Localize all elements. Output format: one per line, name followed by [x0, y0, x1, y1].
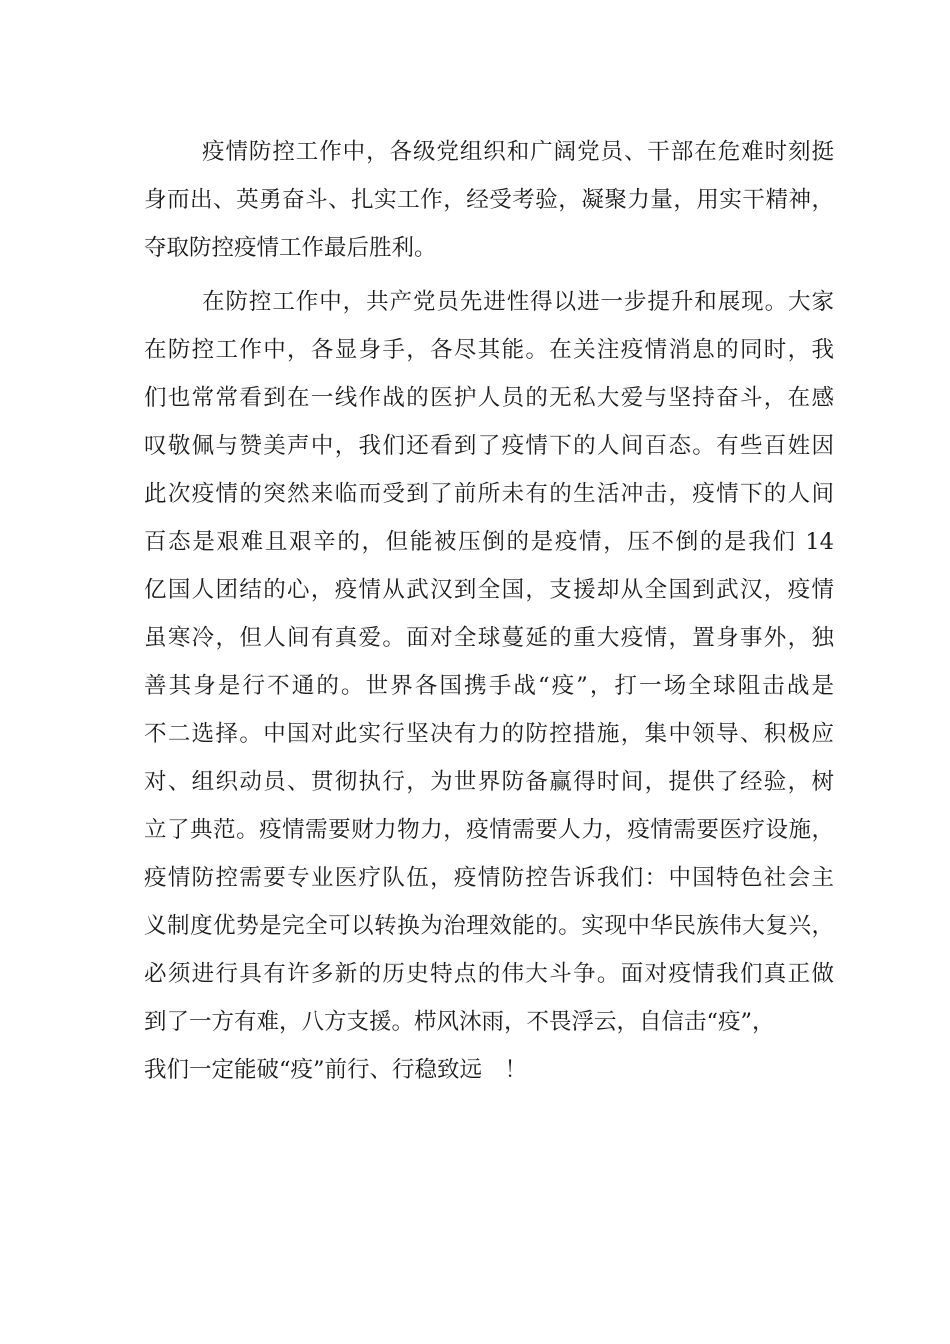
paragraph-2 — [144, 278, 834, 1094]
paragraph-line: 立了典范。疫情需要财力物力，疫情需要人力，疫情需要医疗设施， — [144, 817, 834, 843]
paragraph-line: 百态是艰难且艰辛的，但能被压倒的是疫情，压不倒的是我们 14 — [144, 529, 834, 555]
paragraph-line: 到了一方有难，八方支援。栉风沐雨，不畏浮云，自信击“疫”， — [144, 1009, 775, 1035]
paragraph-line: 疫情防控工作中，各级党组织和广阔党员、干部在危难时刻挺 — [202, 139, 834, 165]
document-body — [144, 128, 834, 1094]
paragraph-line: 虽寒冷，但人间有真爱。面对全球蔓延的重大疫情，置身事外，独 — [144, 625, 834, 651]
paragraph-line: 义制度优势是完全可以转换为治理效能的。实现中华民族伟大复兴， — [144, 913, 834, 939]
paragraph-line: 亿国人团结的心，疫情从武汉到全国，支援却从全国到武汉，疫情 — [144, 577, 834, 603]
paragraph-line: 此次疫情的突然来临而受到了前所未有的生活冲击，疫情下的人间 — [144, 481, 834, 507]
paragraph-line: 不二选择。中国对此实行坚决有力的防控措施，集中领导、积极应 — [144, 721, 834, 747]
paragraph-line: 在防控工作中，各显身手，各尽其能。在关注疫情消息的同时，我 — [144, 337, 834, 363]
paragraph-line: 夺取防控疫情工作最后胜利。 — [144, 235, 437, 261]
paragraph-line: 叹敬佩与赞美声中，我们还看到了疫情下的人间百态。有些百姓因 — [144, 433, 834, 459]
paragraph-line: 善其身是行不通的。世界各国携手战“疫”，打一场全球阻击战是 — [144, 673, 834, 699]
paragraph-1 — [144, 128, 834, 272]
paragraph-line: 我们一定能破“疫”前行、行稳致远 ！ — [144, 1057, 528, 1083]
paragraph-line: 对、组织动员、贯彻执行，为世界防备赢得时间，提供了经验，树 — [144, 769, 834, 795]
paragraph-line: 身而出、英勇奋斗、扎实工作，经受考验，凝聚力量，用实干精神， — [144, 187, 834, 213]
paragraph-line: 疫情防控需要专业医疗队伍，疫情防控告诉我们：中国特色社会主 — [144, 865, 834, 891]
paragraph-line: 必须进行具有许多新的历史特点的伟大斗争。面对疫情我们真正做 — [144, 961, 834, 987]
paragraph-line: 们也常常看到在一线作战的医护人员的无私大爱与坚持奋斗，在感 — [144, 385, 834, 411]
paragraph-line: 在防控工作中，共产党员先进性得以进一步提升和展现。大家 — [202, 289, 834, 315]
